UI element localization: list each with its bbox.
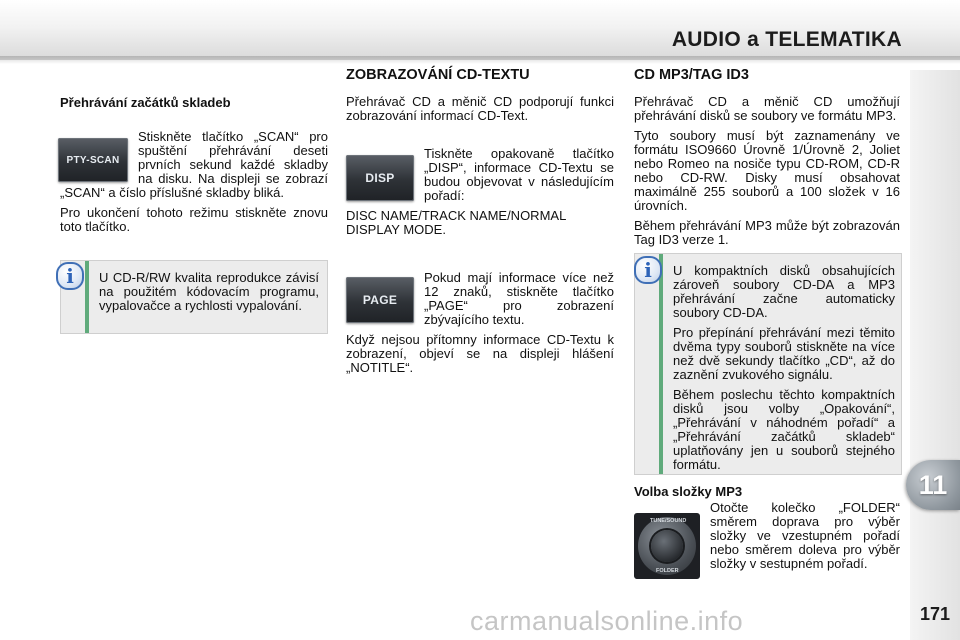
display-modes: DISC NAME/TRACK NAME/NORMAL DISPLAY MODE. bbox=[346, 208, 566, 237]
page-label: PAGE bbox=[362, 293, 398, 307]
page-number: 171 bbox=[920, 604, 951, 624]
info-mp3-text bbox=[673, 264, 895, 478]
header-shadow bbox=[0, 56, 960, 64]
page-button-image bbox=[346, 277, 414, 323]
disp-button-image bbox=[346, 155, 414, 201]
side-strip bbox=[910, 70, 960, 640]
info-accent-bar bbox=[659, 254, 663, 474]
pty-scan-label: PTY-SCAN bbox=[66, 154, 120, 166]
notitle-paragraph: Když nejsou přítomny informace CD-Textu k zobrazení, objeví se na displeji hlášení „NOTITLE“. bbox=[346, 332, 614, 375]
info-mp3-para1: U kompaktních disků obsahujících zároveň soubory CD-DA a MP3 přehrávání začne automaticky soubory CD-DA. bbox=[673, 263, 895, 320]
info-box-cdrw bbox=[60, 260, 328, 334]
folder-instruction: Otočte kolečko „FOLDER“ směrem doprava pro výběr složky ve vzestupném pořadí nebo směrem doleva pro výběr složky v sestupném pořadí. bbox=[710, 500, 900, 571]
mp3-intro: Přehrávač CD a měnič CD umožňují přehrávání disků se soubory ve formátu MP3. bbox=[634, 94, 900, 123]
cd-text-intro: Přehrávač CD a měnič CD podporují funkci zobrazování informací CD-Text. bbox=[346, 94, 614, 123]
info-cdrw-text: U CD-R/RW kvalita reprodukce závisí na použitém kódovacím programu, vypalovačce a rychlosti vypalování. bbox=[99, 270, 319, 313]
folder-subheading: Volba složky MP3 bbox=[634, 484, 743, 499]
column-1 bbox=[60, 95, 328, 240]
knob-center bbox=[651, 530, 683, 562]
mp3-id3: Během přehrávání MP3 může být zobrazován Tag ID3 verze 1. bbox=[634, 218, 900, 247]
info-accent-bar bbox=[85, 261, 89, 333]
info-box-mp3 bbox=[634, 253, 902, 475]
info-icon: i bbox=[56, 262, 84, 290]
scan-paragraph: Stiskněte tlačítko „SCAN“ pro spuštění přehrávání deseti prvních sekund každé skladby na disku. Na displeji se zobrazí „SCAN“ a číslo příslušné skladby bliká. bbox=[60, 129, 328, 200]
chapter-tab[interactable]: 11 bbox=[906, 460, 960, 510]
mp3-formats: Tyto soubory musí být zaznamenány ve formátu ISO9660 Úrovně 1/Úrovně 2, Joliet nebo Romeo na nosiče typu CD-ROM, CD-R nebo CD-RW. Disky musí obsahovat maximálně 255 souborů a 100 složek v 16 úrovních. bbox=[634, 128, 900, 213]
folder-knob-image bbox=[634, 513, 700, 579]
info-mp3-para2: Pro přepínání přehrávání mezi těmito dvěma typy souborů stiskněte na více než dvě sekundy tlačítko „CD“, až do zaznění zvukového signálu. bbox=[673, 325, 895, 382]
knob-top-label: TUNE/SOUND bbox=[650, 518, 687, 524]
scan-stop-paragraph: Pro ukončení tohoto režimu stiskněte znovu toto tlačítko. bbox=[60, 205, 328, 234]
folder-section bbox=[634, 484, 900, 583]
mp3-heading: CD MP3/TAG ID3 bbox=[634, 67, 749, 83]
pty-scan-button-image bbox=[58, 138, 128, 182]
watermark: carmanualsonline.info bbox=[470, 606, 744, 636]
info-mp3-para3: Během poslechu těchto kompaktních disků jsou volby „Opakování“, „Přehrávání v náhodném pořadí“ a „Přehrávání začátků skladeb“ uplatňovány jen u souborů stejného formátu. bbox=[673, 387, 895, 472]
scan-subheading: Přehrávání začátků skladeb bbox=[60, 95, 231, 110]
info-icon: i bbox=[634, 256, 662, 284]
chapter-title: AUDIO a TELEMATIKA bbox=[671, 28, 902, 51]
disp-label: DISP bbox=[365, 171, 395, 185]
knob-bottom-label: FOLDER bbox=[656, 568, 679, 574]
cd-text-heading: ZOBRAZOVÁNÍ CD-TEXTU bbox=[346, 67, 530, 83]
disp-instruction: Tiskněte opakovaně tlačítko „DISP“, informace CD-Textu se budou objevovat v následujícím pořadí: bbox=[424, 146, 614, 203]
page-instruction: Pokud mají informace více než 12 znaků, stiskněte tlačítko „PAGE“ pro zobrazení zbývajícího textu. bbox=[424, 270, 614, 327]
column-2 bbox=[346, 95, 614, 381]
column-3 bbox=[634, 95, 900, 253]
